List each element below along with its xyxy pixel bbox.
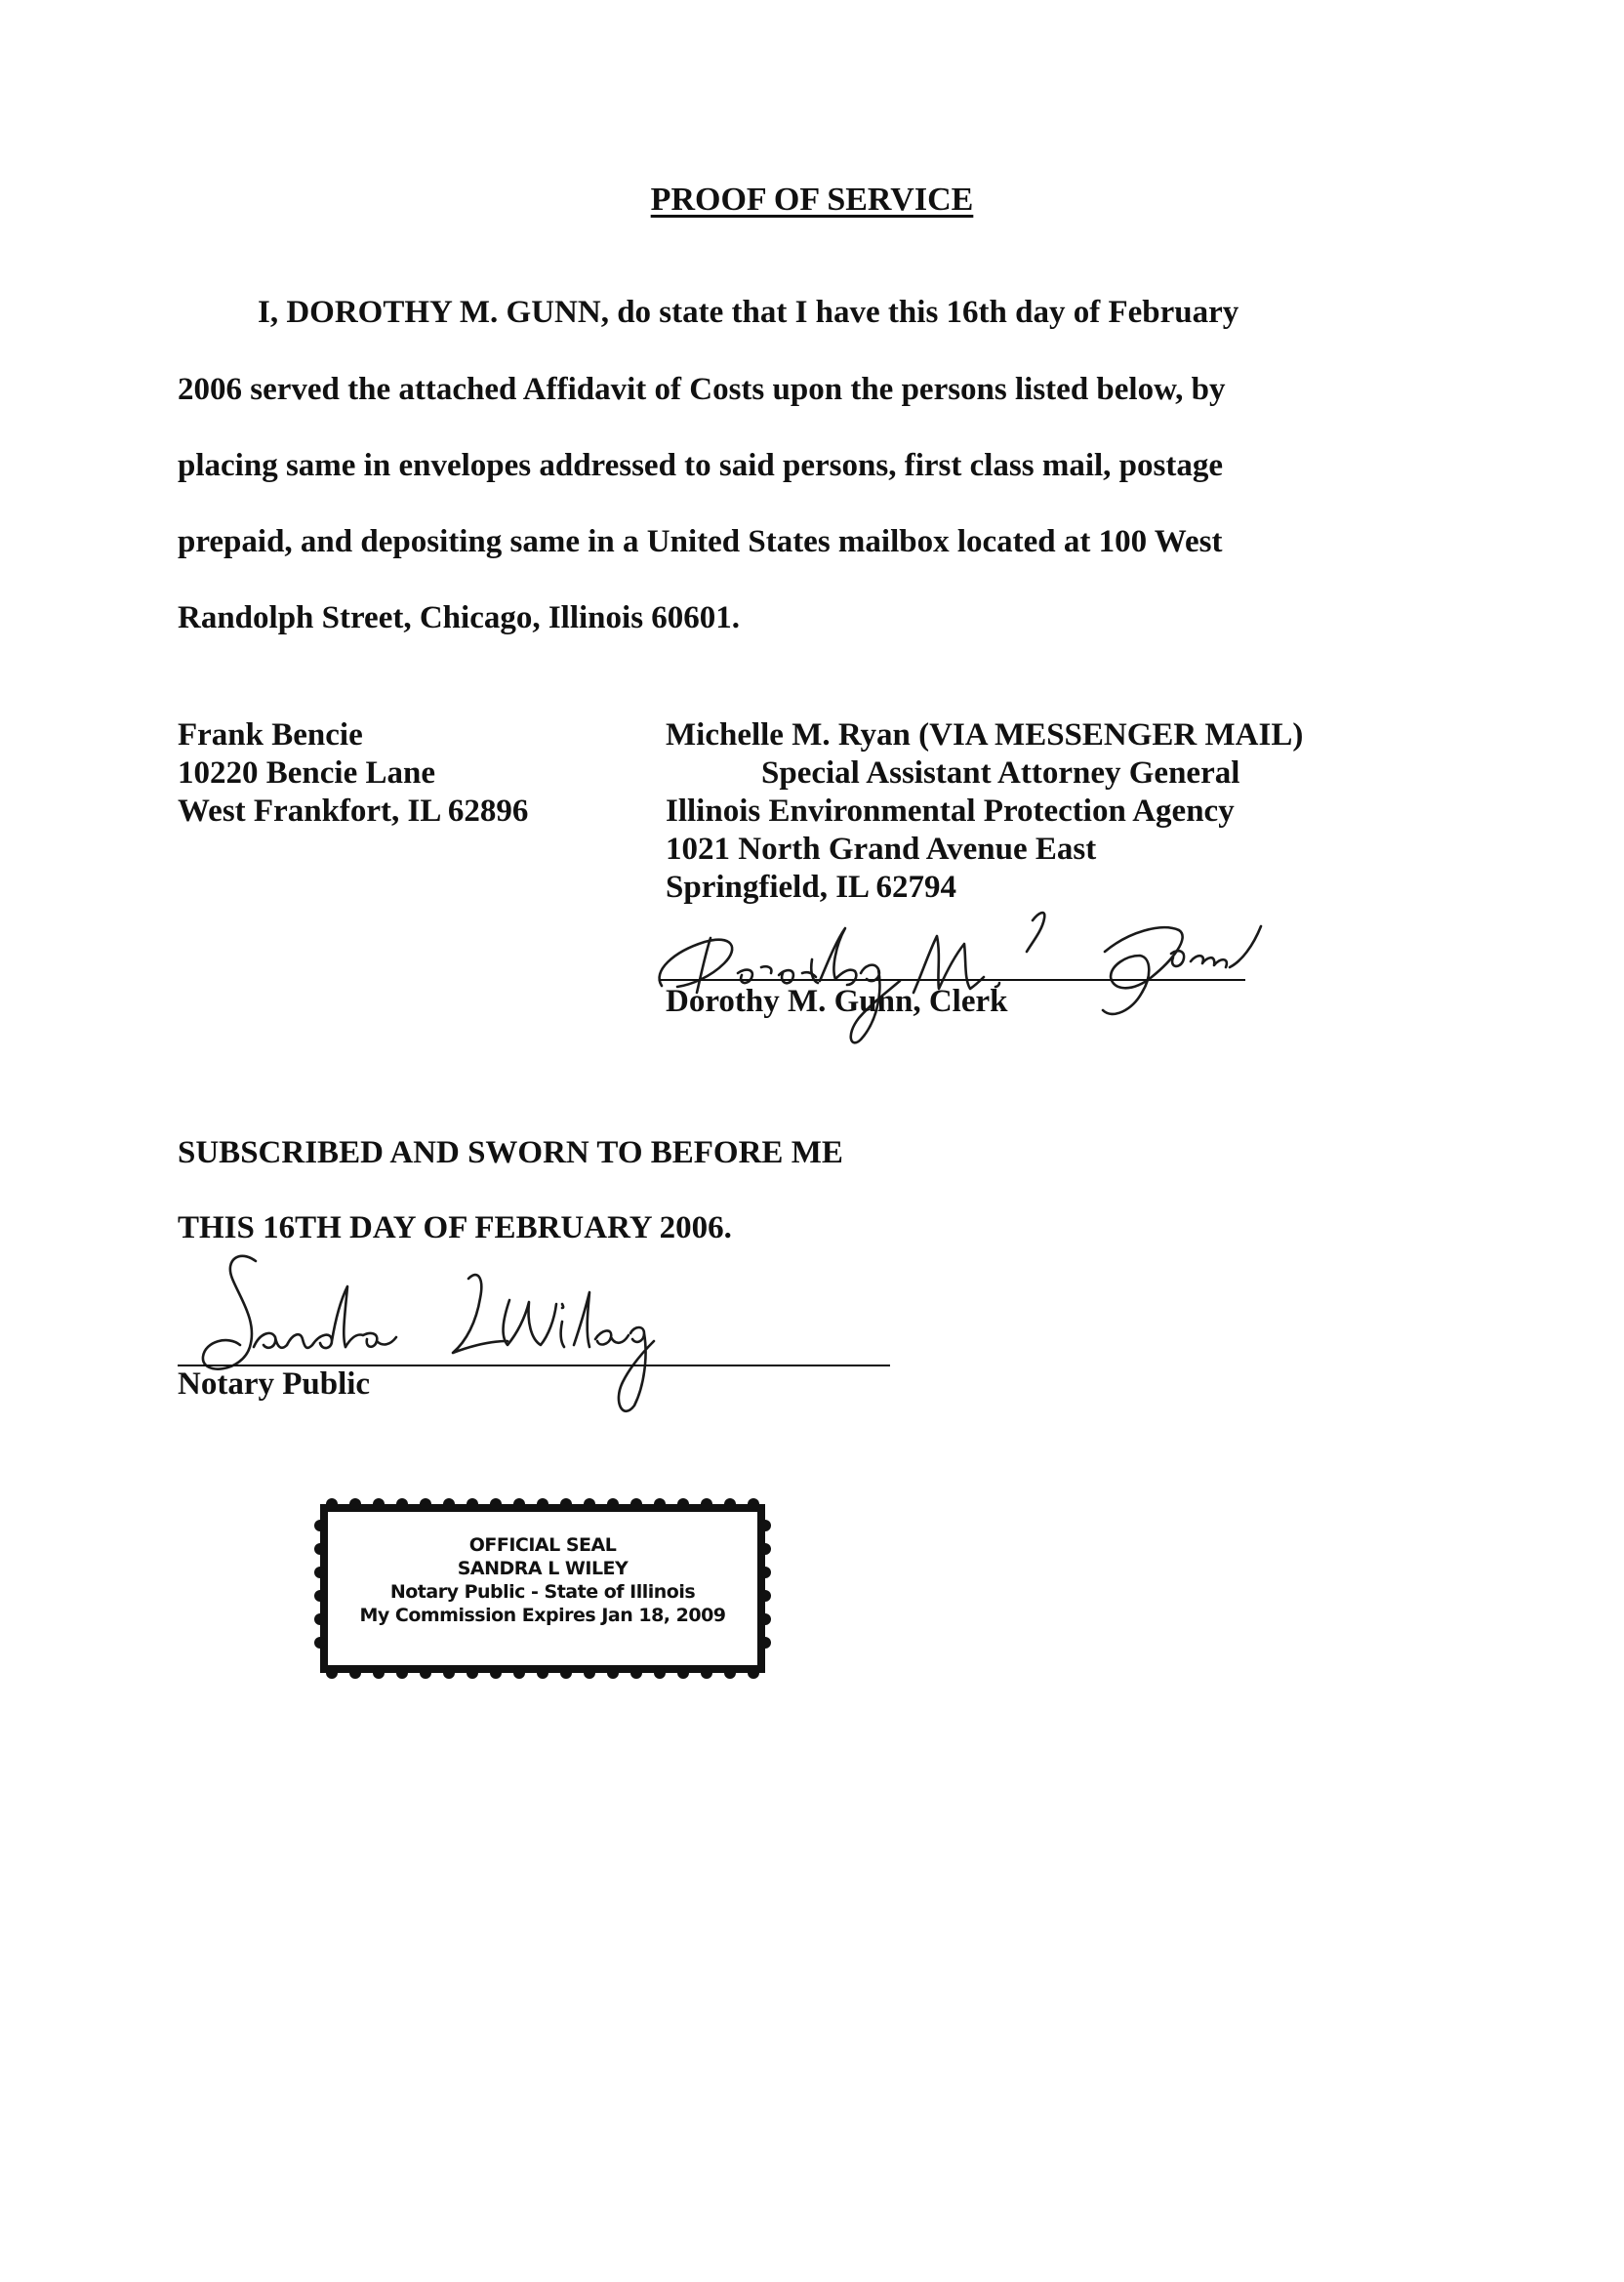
seal-line-official-seal: OFFICIAL SEAL <box>468 1534 617 1556</box>
seal-scallop <box>537 1667 548 1679</box>
seal-scallop <box>584 1498 595 1510</box>
seal-line-commission: My Commission Expires Jan 18, 2009 <box>359 1605 726 1626</box>
seal-scallop <box>584 1667 595 1679</box>
seal-scallop <box>607 1667 619 1679</box>
seal-scallop <box>314 1520 326 1531</box>
seal-scallop <box>748 1498 759 1510</box>
paragraph-line-1: I, DOROTHY M. GUNN, do state that I have this 16th day of February <box>258 295 1239 330</box>
recipient-right-agency: Illinois Environmental Protection Agency <box>666 794 1235 829</box>
seal-scallop <box>326 1667 338 1679</box>
seal-scallop <box>349 1498 361 1510</box>
seal-scallop <box>326 1498 338 1510</box>
recipient-left-name: Frank Bencie <box>178 717 363 753</box>
seal-line-notary-state: Notary Public - State of Illinois <box>389 1581 696 1603</box>
seal-scallop <box>537 1498 548 1510</box>
document-title: PROOF OF SERVICE <box>650 182 974 218</box>
seal-scallop <box>560 1498 572 1510</box>
recipient-left-city: West Frankfort, IL 62896 <box>178 794 529 829</box>
seal-scallop <box>396 1667 408 1679</box>
paragraph-line-4: prepaid, and depositing same in a United States mailbox located at 100 West <box>178 524 1223 559</box>
seal-scallop <box>396 1498 408 1510</box>
recipient-right-city: Springfield, IL 62794 <box>666 870 956 905</box>
sworn-line-1: SUBSCRIBED AND SWORN TO BEFORE ME <box>178 1135 843 1170</box>
seal-scallop <box>443 1498 455 1510</box>
seal-scallop <box>513 1667 525 1679</box>
seal-scallop <box>443 1667 455 1679</box>
seal-scallop <box>420 1498 431 1510</box>
recipient-left-street: 10220 Bencie Lane <box>178 755 435 791</box>
paragraph-line-5: Randolph Street, Chicago, Illinois 60601. <box>178 600 741 635</box>
seal-scallop <box>607 1498 619 1510</box>
seal-scallop <box>467 1498 478 1510</box>
seal-scallop <box>630 1498 642 1510</box>
seal-scallop <box>467 1667 478 1679</box>
clerk-signature-caption: Dorothy M. Gunn, Clerk <box>666 984 1008 1019</box>
seal-scallop <box>513 1498 525 1510</box>
clerk-signature-line <box>660 979 1245 981</box>
seal-scallop <box>701 1498 712 1510</box>
official-seal-stamp <box>314 1498 771 1679</box>
seal-scallop <box>349 1667 361 1679</box>
seal-scallop <box>654 1498 666 1510</box>
seal-scallop <box>724 1498 736 1510</box>
seal-scallop <box>759 1520 771 1531</box>
paragraph-line-2: 2006 served the attached Affidavit of Costs upon the persons listed below, by <box>178 372 1226 407</box>
seal-scallop <box>724 1667 736 1679</box>
seal-scallop <box>630 1667 642 1679</box>
seal-line-notary-name: SANDRA L WILEY <box>457 1558 629 1579</box>
recipient-right-title: Special Assistant Attorney General <box>761 755 1240 791</box>
seal-scallop <box>748 1667 759 1679</box>
seal-scallop <box>490 1498 502 1510</box>
seal-scallop <box>677 1667 689 1679</box>
seal-scallop <box>420 1667 431 1679</box>
seal-scallop <box>373 1498 385 1510</box>
seal-scallop <box>654 1667 666 1679</box>
seal-scallop <box>677 1498 689 1510</box>
clerk-signature <box>644 883 1269 1059</box>
paragraph-line-3: placing same in envelopes addressed to said persons, first class mail, postage <box>178 448 1224 483</box>
seal-scallop <box>560 1667 572 1679</box>
recipient-right-name: Michelle M. Ryan (VIA MESSENGER MAIL) <box>666 717 1304 753</box>
notary-caption: Notary Public <box>178 1366 371 1402</box>
seal-scallop <box>490 1667 502 1679</box>
sworn-line-2: THIS 16TH DAY OF FEBRUARY 2006. <box>178 1210 732 1245</box>
seal-scallop <box>314 1637 326 1649</box>
seal-scallop <box>701 1667 712 1679</box>
seal-text <box>314 1533 771 1627</box>
seal-scallop <box>759 1637 771 1649</box>
seal-scallop <box>373 1667 385 1679</box>
recipient-right-street: 1021 North Grand Avenue East <box>666 832 1097 867</box>
